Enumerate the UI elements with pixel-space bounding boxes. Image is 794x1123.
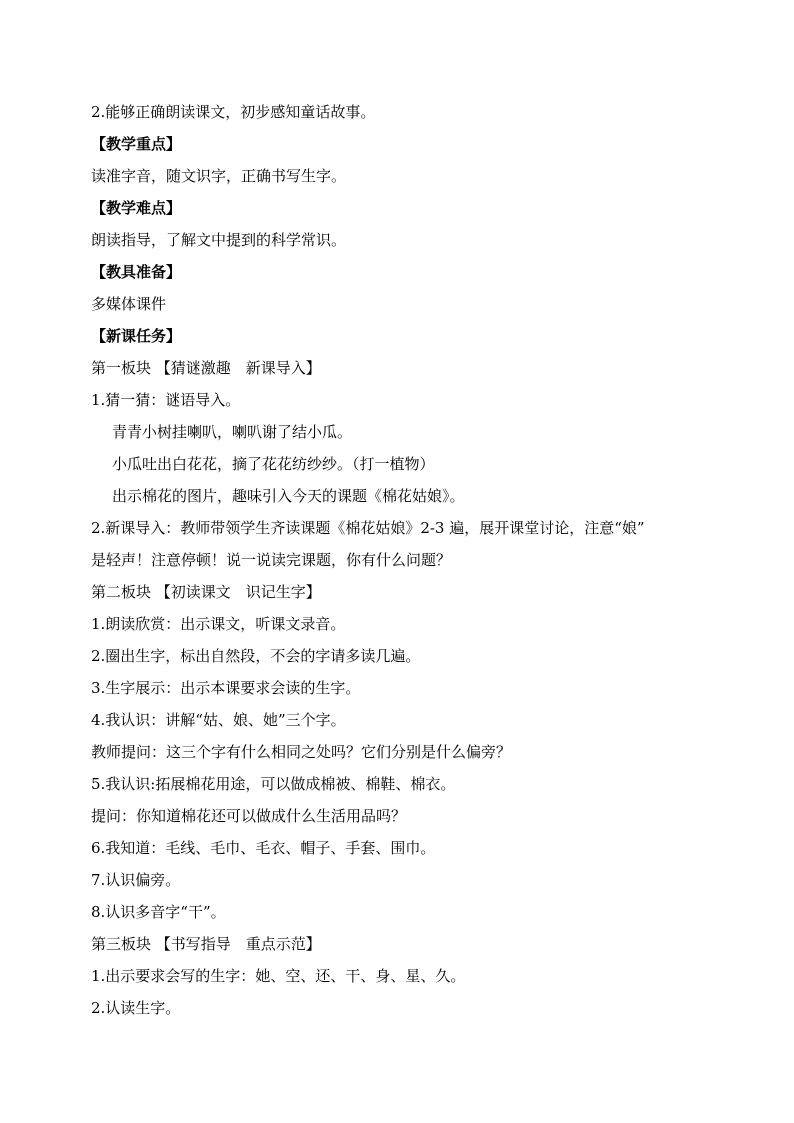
riddle-line-1: 青青小树挂喇叭，喇叭谢了结小瓜。 [112,423,353,441]
heading-difficulties: 【教学难点】 [91,199,182,217]
section-1-item-2: 2.新课导入：教师带领学生齐读课题《棉花姑娘》2-3 遍，展开课堂讨论，注意“娘” [91,519,645,537]
section-1-title: 第一板块 【猜谜激趣 新课导入】 [91,359,321,377]
section-2-item-8: 8.认识多音字“干”。 [91,903,226,921]
riddle-line-2: 小瓜吐出白花花，摘了花花纺纱纱。（打一植物） [112,455,435,473]
teacher-question: 教师提问：这三个字有什么相同之处吗？它们分别是什么偏旁？ [91,743,512,761]
section-2-item-1: 1.朗读欣赏：出示课文，听课文录音。 [91,615,346,633]
section-1-item-1: 1.猜一猜：谜语导入。 [91,391,241,409]
section-3-title: 第三板块 【书写指导 重点示范】 [91,935,321,953]
section-3-item-1: 1.出示要求会写的生字：她、空、还、干、身、星、久。 [91,967,466,985]
section-1-item-2-cont: 是轻声！注意停顿！说一说读完课题，你有什么问题？ [91,551,452,569]
heading-key-points: 【教学重点】 [91,135,182,153]
riddle-line-3: 出示棉花的图片，趣味引入今天的课题《棉花姑娘》。 [112,487,465,505]
materials-text: 多媒体课件 [91,295,167,313]
section-3-item-2: 2.认读生字。 [91,999,181,1017]
section-2-title: 第二板块 【初读课文 识记生字】 [91,583,321,601]
section-2-item-5: 5.我认识:拓展棉花用途，可以做成棉被、棉鞋、棉衣。 [91,775,456,793]
section-2-item-2: 2.圈出生字，标出自然段，不会的字请多读几遍。 [91,647,421,665]
key-points-text: 读准字音，随文识字，正确书写生字。 [91,167,347,185]
heading-new-lesson: 【新课任务】 [91,327,182,345]
heading-materials: 【教具准备】 [91,263,182,281]
difficulties-text: 朗读指导，了解文中提到的科学常识。 [91,231,347,249]
section-2-item-4: 4.我认识：讲解“姑、娘、她”三个字。 [91,711,346,729]
question-text: 提问：你知道棉花还可以做成什么生活用品吗？ [91,807,407,825]
section-2-item-7: 7.认识偏旁。 [91,871,181,889]
section-2-item-6: 6.我知道：毛线、毛巾、毛衣、帽子、手套、围巾。 [91,839,436,857]
section-2-item-3: 3.生字展示：出示本课要求会读的生字。 [91,679,361,697]
objective-2: 2.能够正确朗读课文，初步感知童话故事。 [91,103,376,121]
